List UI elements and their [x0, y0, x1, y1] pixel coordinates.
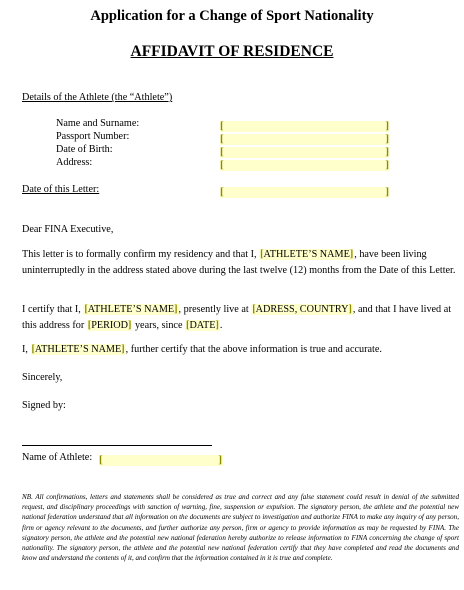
name-of-athlete-field[interactable]: [ ] — [99, 454, 222, 466]
legal-notice: NB. All confirmations, letters and statements shall be considered as true and correct and any false statement could result in denial of the submitted request, and disciplinary proceedings with sanction of warning, fine, suspension or expulsion. The signatory person, the athlete and the potential new national federation understand that all information on the documents are subject to investigation and authorize FINA to make any inquiry of any person, firm or agency relevant to the documents, and further authorize any person, firm or agency to provide information as may be requested by FINA. The signatory person, the athlete and the potential new national federation hereby authorize to release information to FINA concerning the change of sport nationality. The signatory person, the athlete and the potential new national federation certify that they have completed and read the documents and know and understand the contents of it, and confirm that the information contained in it is true and complete. — [22, 493, 459, 563]
details-heading: Details of the Athlete (the “Athlete”) — [22, 92, 173, 103]
signature-line[interactable] — [22, 445, 212, 446]
para2-text-a: I certify that I, — [22, 304, 84, 315]
salutation: Dear FINA Executive, — [22, 224, 114, 235]
para3-text-b: , further certify that the above information is true and accurate. — [125, 344, 382, 355]
athlete-name-field[interactable]: [ ATHLETE’S NAME ] — [259, 249, 354, 260]
address-country-field[interactable]: [ ADRESS, COUNTRY ] — [251, 304, 353, 315]
address-field[interactable]: [ ] — [220, 159, 389, 171]
para2-text-b: , presently live at — [178, 304, 252, 315]
address-label: Address: — [56, 157, 93, 168]
document-title: Application for a Change of Sport Nationality — [90, 8, 374, 24]
paragraph-residency — [22, 247, 462, 278]
passport-number-field[interactable]: [ ] — [220, 133, 389, 145]
signed-by-label: Signed by: — [22, 400, 66, 411]
date-of-letter-label: Date of this Letter: — [22, 184, 100, 195]
paragraph-certify-true — [22, 342, 462, 358]
closing: Sincerely, — [22, 372, 63, 383]
paragraph-certify-address — [22, 302, 462, 333]
para3-text-a: I, — [22, 344, 31, 355]
para2-text-d: years, since — [132, 319, 186, 331]
name-surname-label: Name and Surname: — [56, 118, 140, 129]
para1-text-a: This letter is to formally confirm my residency and that I, — [22, 249, 260, 260]
name-surname-field[interactable]: [ ] — [220, 120, 389, 132]
athlete-name-field[interactable]: [ ATHLETE’S NAME ] — [83, 304, 178, 315]
para1-text-b: , have been living uninterruptedly in the address stated above during the last twelve (12) months from the Date of this Letter. — [22, 249, 456, 276]
passport-number-label: Passport Number: — [56, 131, 130, 142]
date-of-letter-field[interactable]: [ ] — [220, 186, 389, 198]
since-date-field[interactable]: [ DATE ] — [185, 320, 220, 331]
para2-text-c: , and that I have lived at this address for — [22, 304, 452, 331]
athlete-name-field[interactable]: [ ATHLETE’S NAME ] — [31, 344, 126, 355]
document-subtitle: AFFIDAVIT OF RESIDENCE — [130, 43, 334, 60]
date-of-birth-label: Date of Birth: — [56, 144, 113, 155]
para2-text-e: . — [219, 319, 223, 331]
period-field[interactable]: [ PERIOD ] — [87, 320, 133, 331]
name-of-athlete-label: Name of Athlete: — [22, 452, 93, 463]
date-of-birth-field[interactable]: [ ] — [220, 146, 389, 158]
